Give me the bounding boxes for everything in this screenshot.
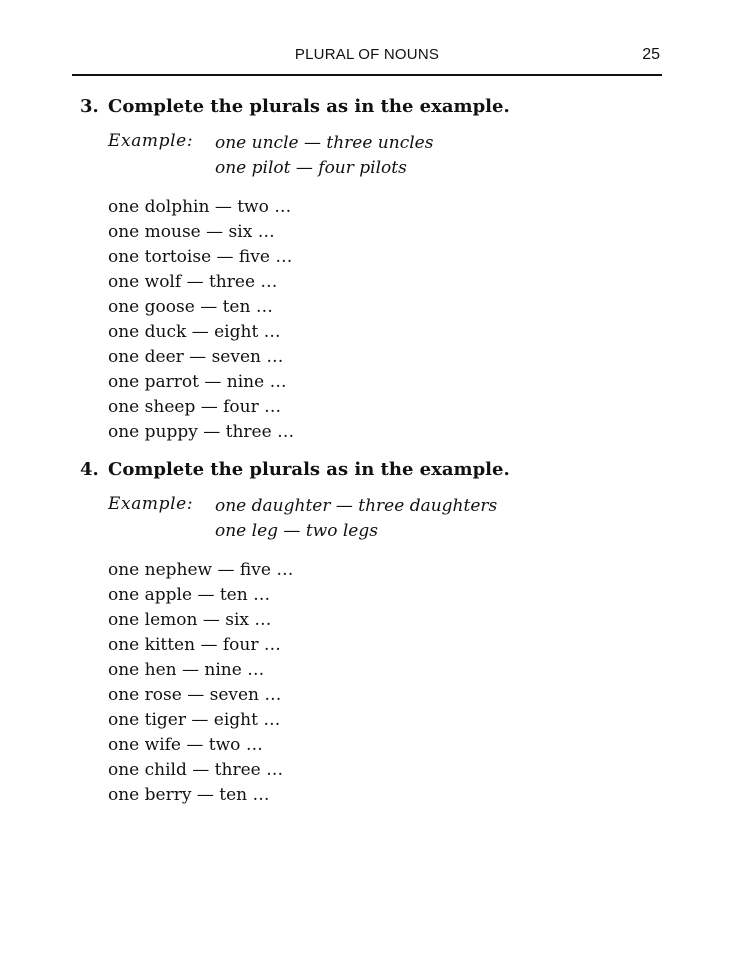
example-block (108, 131, 680, 183)
exercise-3 (80, 96, 680, 445)
example-label: Example: (108, 494, 194, 514)
exercise-item: one goose — ten … (108, 297, 273, 317)
exercise-item: one kitten — four … (108, 635, 281, 655)
running-title: PLURAL OF NOUNS (294, 46, 440, 63)
exercise-item: one mouse — six … (108, 222, 275, 242)
example-line: one leg — two legs (215, 521, 378, 541)
example-line: one daughter — three daughters (215, 496, 498, 516)
exercise-heading (80, 96, 680, 122)
exercise-item: one berry — ten … (108, 785, 270, 805)
example-label: Example: (108, 131, 194, 151)
exercise-instruction: Complete the plurals as in the example. (108, 459, 510, 480)
exercise-item: one puppy — three … (108, 422, 295, 442)
example-line: one uncle — three uncles (215, 133, 434, 153)
exercise-item: one duck — eight … (108, 322, 281, 342)
exercise-item: one lemon — six … (108, 610, 272, 630)
exercise-heading (80, 459, 680, 485)
exercise-item: one dolphin — two … (108, 197, 292, 217)
exercise-item: one nephew — five … (108, 560, 294, 580)
example-line: one pilot — four pilots (215, 158, 407, 178)
exercise-item: one deer — seven … (108, 347, 284, 367)
exercise-item-list (108, 195, 680, 445)
exercise-item: one wolf — three … (108, 272, 278, 292)
exercise-item: one parrot — nine … (108, 372, 287, 392)
exercise-item: one tiger — eight … (108, 710, 281, 730)
exercise-instruction: Complete the plurals as in the example. (108, 96, 510, 117)
exercise-item: one child — three … (108, 760, 284, 780)
example-block (108, 494, 680, 546)
exercise-item: one hen — nine … (108, 660, 265, 680)
exercise-number: 3. (80, 96, 99, 117)
page-number: 25 (642, 46, 660, 63)
exercise-item-list (108, 558, 680, 808)
exercise-4 (80, 459, 680, 808)
exercise-number: 4. (80, 459, 99, 480)
exercise-item: one rose — seven … (108, 685, 282, 705)
exercise-item: one tortoise — five … (108, 247, 293, 267)
exercise-item: one apple — ten … (108, 585, 271, 605)
exercise-item: one wife — two … (108, 735, 263, 755)
exercise-item: one sheep — four … (108, 397, 282, 417)
page-header (72, 44, 662, 76)
